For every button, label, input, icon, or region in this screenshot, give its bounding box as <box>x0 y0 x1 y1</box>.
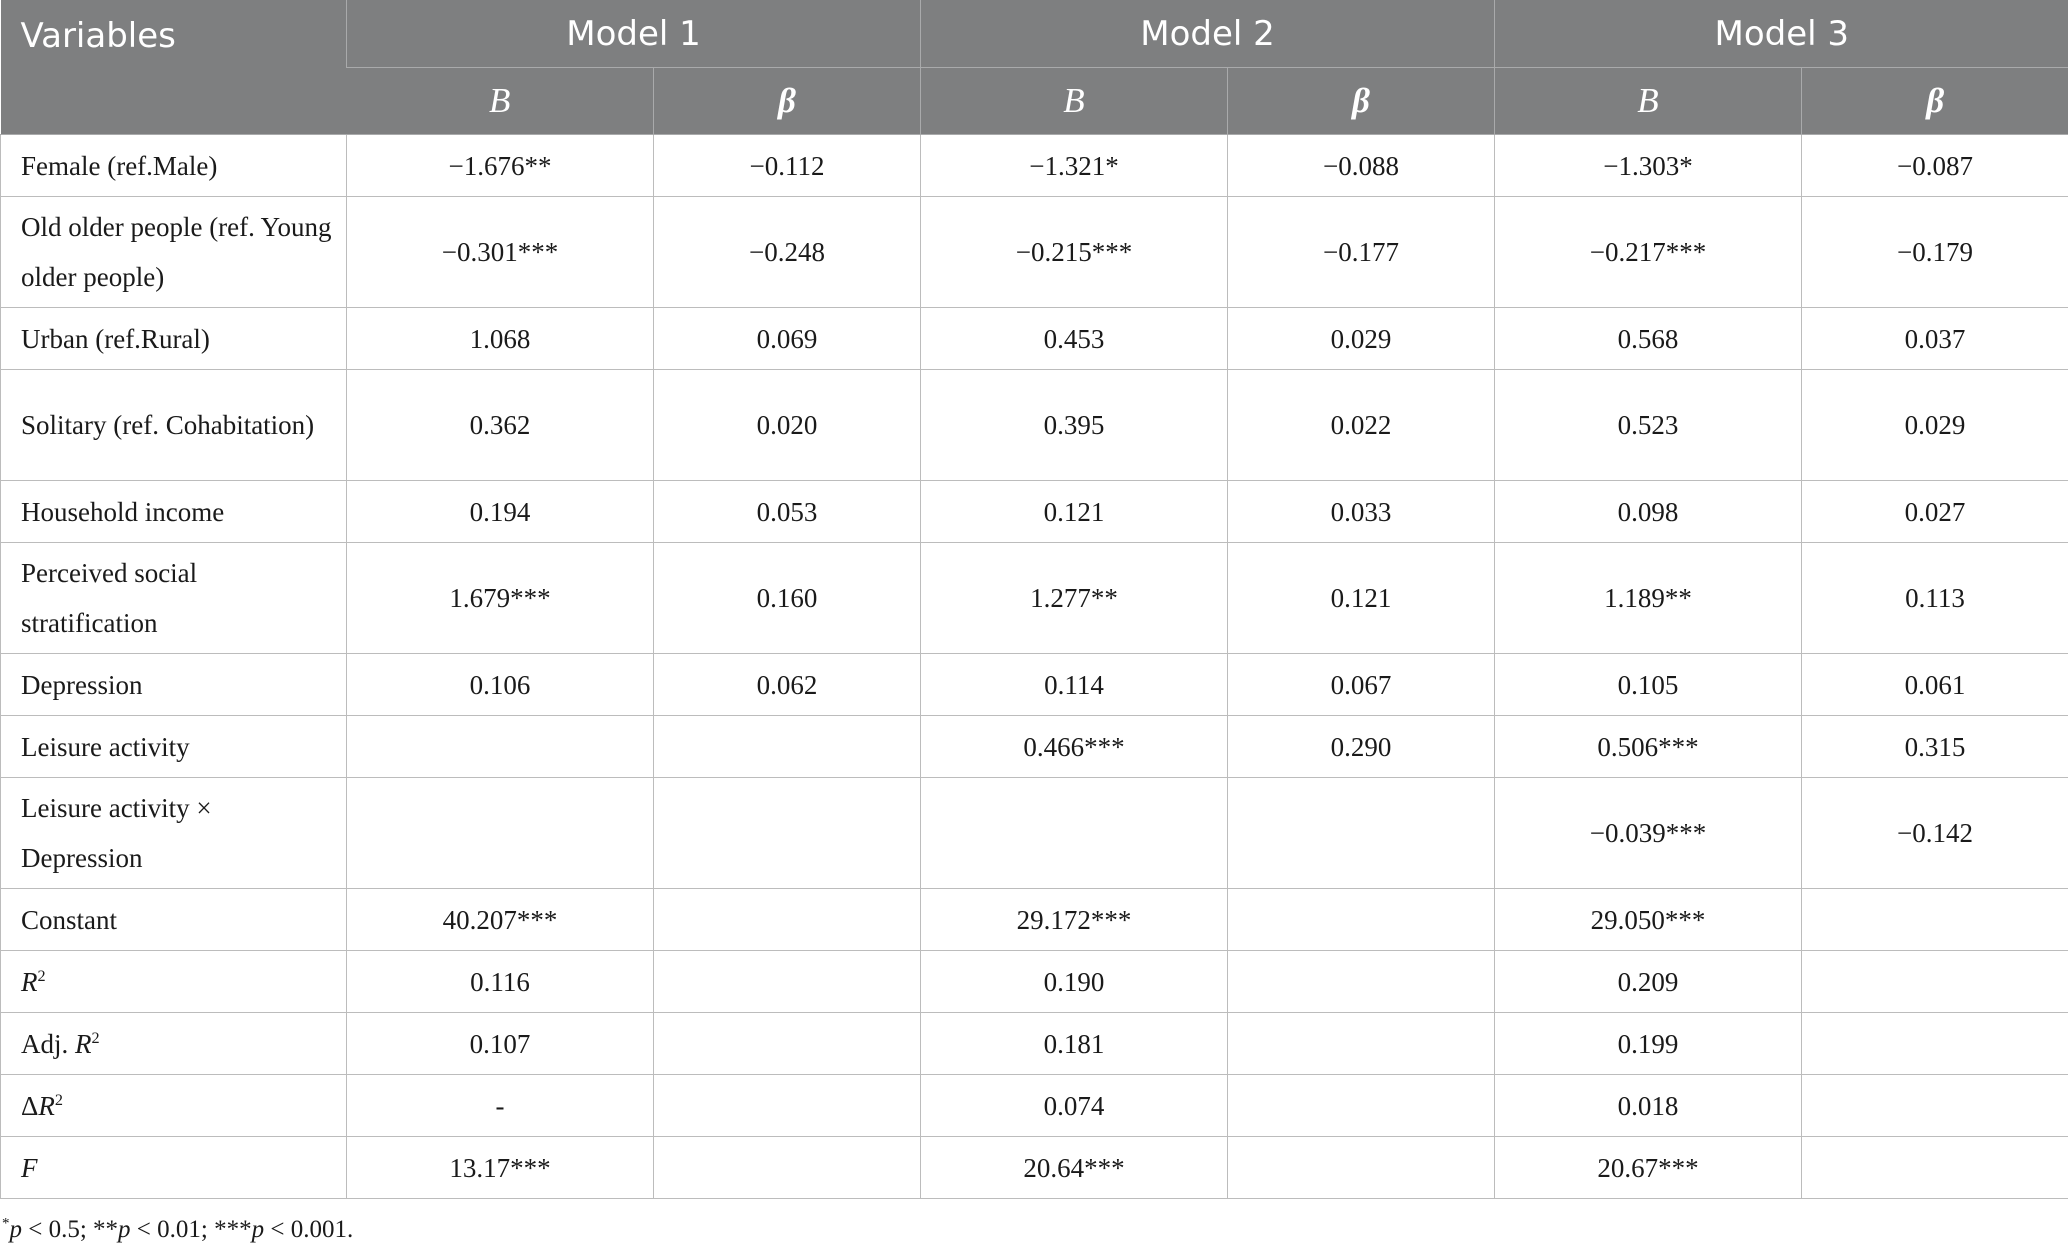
cell-m1-b: 0.194 <box>347 481 654 543</box>
row-label: Solitary (ref. Cohabitation) <box>1 370 347 481</box>
cell-m3-b: 0.506*** <box>1495 716 1802 778</box>
footnote-text: < 0.001. <box>264 1216 354 1243</box>
row-label: Depression <box>1 654 347 716</box>
cell-m3-beta: 0.061 <box>1802 654 2068 716</box>
table-row <box>1 135 2068 197</box>
cell-m1-beta <box>654 1075 921 1137</box>
cell-m2-b: −1.321* <box>921 135 1228 197</box>
footnote-text: < 0.5; ** <box>22 1216 119 1243</box>
cell-m2-beta: 0.067 <box>1228 654 1495 716</box>
cell-m1-beta: 0.020 <box>654 370 921 481</box>
cell-m1-b: −1.676** <box>347 135 654 197</box>
header-beta: β <box>1228 68 1495 135</box>
cell-m1-beta <box>654 778 921 889</box>
cell-m2-b: 29.172*** <box>921 889 1228 951</box>
cell-m3-b: −0.217*** <box>1495 197 1802 308</box>
cell-m3-b: 0.568 <box>1495 308 1802 370</box>
row-label-adj-r2 <box>1 1013 347 1075</box>
table-row-r2 <box>1 951 2068 1013</box>
table-row <box>1 197 2068 308</box>
table-footnote <box>2 1216 353 1244</box>
delta-prefix: Δ <box>21 1090 39 1121</box>
table-row <box>1 370 2068 481</box>
r-symbol: R <box>38 1090 55 1121</box>
p-symbol: p <box>9 1216 22 1243</box>
cell-m1-b: - <box>347 1075 654 1137</box>
cell-m3-beta <box>1802 1137 2068 1199</box>
superscript-2: 2 <box>91 1028 100 1047</box>
table-row <box>1 308 2068 370</box>
cell-m3-b: 20.67*** <box>1495 1137 1802 1199</box>
cell-m1-b: 40.207*** <box>347 889 654 951</box>
cell-m1-beta <box>654 1013 921 1075</box>
cell-m1-b: 1.679*** <box>347 543 654 654</box>
cell-m2-beta: 0.121 <box>1228 543 1495 654</box>
header-beta: β <box>1802 68 2068 135</box>
header-b: B <box>1495 68 1802 135</box>
cell-m1-beta <box>654 1137 921 1199</box>
cell-m3-beta <box>1802 889 2068 951</box>
cell-m3-b: 0.523 <box>1495 370 1802 481</box>
cell-m1-b: 1.068 <box>347 308 654 370</box>
cell-m1-beta: 0.062 <box>654 654 921 716</box>
cell-m3-b: 0.209 <box>1495 951 1802 1013</box>
cell-m2-b: 20.64*** <box>921 1137 1228 1199</box>
cell-m3-b: −0.039*** <box>1495 778 1802 889</box>
cell-m1-beta: −0.112 <box>654 135 921 197</box>
table-row-adj-r2 <box>1 1013 2068 1075</box>
cell-m1-b <box>347 778 654 889</box>
cell-m1-beta: 0.069 <box>654 308 921 370</box>
row-label: Leisure activity × Depression <box>1 778 347 889</box>
cell-m1-b: −0.301*** <box>347 197 654 308</box>
header-beta: β <box>654 68 921 135</box>
cell-m3-beta: 0.027 <box>1802 481 2068 543</box>
cell-m1-beta: −0.248 <box>654 197 921 308</box>
cell-m3-beta <box>1802 951 2068 1013</box>
cell-m3-beta: −0.179 <box>1802 197 2068 308</box>
cell-m1-b: 0.116 <box>347 951 654 1013</box>
row-label-r2 <box>1 951 347 1013</box>
table-row <box>1 778 2068 889</box>
cell-m2-b: 1.277** <box>921 543 1228 654</box>
cell-m2-b: 0.114 <box>921 654 1228 716</box>
cell-m3-b: 0.199 <box>1495 1013 1802 1075</box>
cell-m2-b: 0.395 <box>921 370 1228 481</box>
header-model-2: Model 2 <box>921 0 1495 68</box>
cell-m2-beta: 0.033 <box>1228 481 1495 543</box>
row-label: Constant <box>1 889 347 951</box>
cell-m3-beta: −0.142 <box>1802 778 2068 889</box>
cell-m1-b: 0.107 <box>347 1013 654 1075</box>
header-b: B <box>347 68 654 135</box>
cell-m2-beta <box>1228 951 1495 1013</box>
row-label: Household income <box>1 481 347 543</box>
cell-m1-b: 0.106 <box>347 654 654 716</box>
cell-m2-beta: −0.177 <box>1228 197 1495 308</box>
superscript-2: 2 <box>37 966 46 985</box>
cell-m2-beta <box>1228 1013 1495 1075</box>
cell-m2-b <box>921 778 1228 889</box>
table-row-f <box>1 1137 2068 1199</box>
cell-m2-b: 0.121 <box>921 481 1228 543</box>
cell-m2-b: 0.453 <box>921 308 1228 370</box>
f-symbol: F <box>21 1152 38 1183</box>
row-label: Urban (ref.Rural) <box>1 308 347 370</box>
header-model-3: Model 3 <box>1495 0 2068 68</box>
cell-m1-b: 13.17*** <box>347 1137 654 1199</box>
row-label: Leisure activity <box>1 716 347 778</box>
cell-m2-b: 0.074 <box>921 1075 1228 1137</box>
table-row <box>1 716 2068 778</box>
table-row-delta-r2 <box>1 1075 2068 1137</box>
footnote-text: < 0.01; *** <box>130 1216 252 1243</box>
cell-m2-beta <box>1228 889 1495 951</box>
header-b: B <box>921 68 1228 135</box>
cell-m1-beta <box>654 951 921 1013</box>
cell-m1-b <box>347 716 654 778</box>
cell-m3-b: 1.189** <box>1495 543 1802 654</box>
p-symbol: p <box>251 1216 265 1243</box>
cell-m3-b: −1.303* <box>1495 135 1802 197</box>
cell-m2-b: 0.181 <box>921 1013 1228 1075</box>
cell-m3-beta: 0.029 <box>1802 370 2068 481</box>
cell-m3-b: 29.050*** <box>1495 889 1802 951</box>
table-row <box>1 543 2068 654</box>
cell-m1-b: 0.362 <box>347 370 654 481</box>
p-symbol: p <box>118 1216 131 1243</box>
superscript-2: 2 <box>54 1090 63 1109</box>
row-label: Female (ref.Male) <box>1 135 347 197</box>
r-symbol: R <box>75 1028 92 1059</box>
cell-m2-beta <box>1228 1137 1495 1199</box>
cell-m2-beta <box>1228 1075 1495 1137</box>
cell-m3-b: 0.018 <box>1495 1075 1802 1137</box>
cell-m2-b: 0.466*** <box>921 716 1228 778</box>
cell-m3-b: 0.105 <box>1495 654 1802 716</box>
cell-m1-beta: 0.160 <box>654 543 921 654</box>
table-row <box>1 481 2068 543</box>
cell-m3-beta: −0.087 <box>1802 135 2068 197</box>
row-label-delta-r2 <box>1 1075 347 1137</box>
r-symbol: R <box>21 966 38 997</box>
cell-m2-beta <box>1228 778 1495 889</box>
header-variables: Variables <box>1 0 347 135</box>
footnote-asterisk: * <box>2 1215 10 1232</box>
row-label-f <box>1 1137 347 1199</box>
cell-m1-beta <box>654 889 921 951</box>
row-label: Old older people (ref. Young older people) <box>1 197 347 308</box>
cell-m3-beta <box>1802 1075 2068 1137</box>
table-body <box>1 135 2068 1199</box>
row-label: Perceived social stratification <box>1 543 347 654</box>
cell-m2-b: −0.215*** <box>921 197 1228 308</box>
cell-m3-beta: 0.037 <box>1802 308 2068 370</box>
cell-m3-b: 0.098 <box>1495 481 1802 543</box>
adj-prefix: Adj. <box>21 1028 69 1059</box>
cell-m3-beta: 0.113 <box>1802 543 2068 654</box>
cell-m2-beta: 0.022 <box>1228 370 1495 481</box>
cell-m1-beta: 0.053 <box>654 481 921 543</box>
cell-m1-beta <box>654 716 921 778</box>
cell-m2-beta: 0.290 <box>1228 716 1495 778</box>
cell-m2-beta: −0.088 <box>1228 135 1495 197</box>
table-row <box>1 654 2068 716</box>
cell-m2-beta: 0.029 <box>1228 308 1495 370</box>
cell-m2-b: 0.190 <box>921 951 1228 1013</box>
cell-m3-beta <box>1802 1013 2068 1075</box>
table-row <box>1 889 2068 951</box>
header-model-1: Model 1 <box>347 0 921 68</box>
cell-m3-beta: 0.315 <box>1802 716 2068 778</box>
